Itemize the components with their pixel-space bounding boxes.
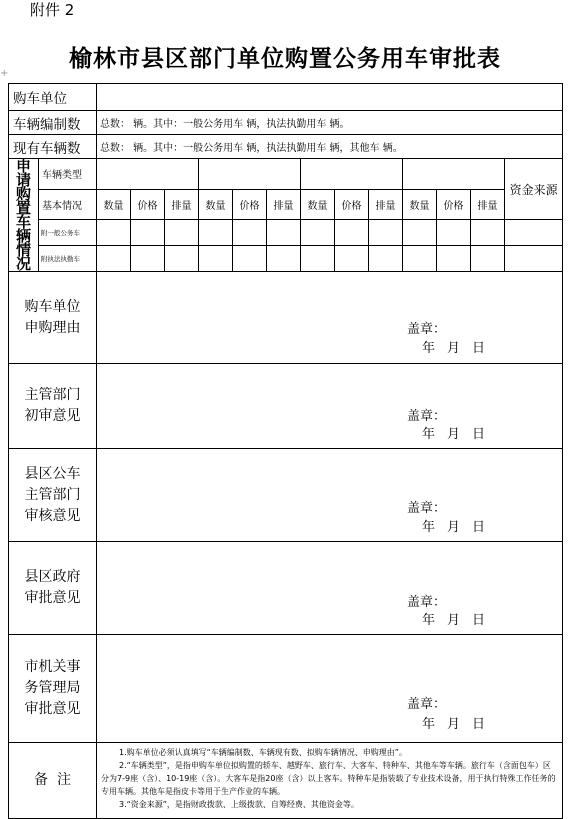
enforcement-vehicle-label: 附执法执勤车 bbox=[39, 246, 97, 272]
table-cell[interactable] bbox=[97, 246, 131, 272]
column-header: 排量 bbox=[471, 189, 505, 220]
table-cell[interactable] bbox=[233, 220, 267, 246]
column-header: 价格 bbox=[233, 189, 267, 220]
remark-item: 3.“资金来源”，是指财政拨款、上级拨款、自筹经费、其他资金等。 bbox=[119, 800, 359, 809]
table-cell[interactable] bbox=[233, 246, 267, 272]
approval-form-table bbox=[8, 83, 563, 819]
date-line: 年 月 日 bbox=[422, 341, 486, 356]
fund-source-cell[interactable] bbox=[505, 220, 563, 246]
table-cell[interactable] bbox=[97, 220, 131, 246]
seal-label: 盖章： bbox=[407, 409, 447, 424]
general-vehicle-row bbox=[9, 220, 563, 246]
enforcement-vehicle-row bbox=[9, 246, 563, 272]
table-cell[interactable] bbox=[369, 220, 403, 246]
remarks-notes bbox=[97, 743, 563, 819]
remark-item: 1.购车单位必须认真填写“车辆编制数、车辆现有数、拟购车辆情况、申购理由”。 bbox=[119, 748, 407, 757]
seal-label: 盖章： bbox=[407, 501, 447, 516]
table-cell[interactable] bbox=[131, 220, 165, 246]
table-cell[interactable] bbox=[437, 220, 471, 246]
preliminary-review-label: 主管部门 初审意见 bbox=[9, 364, 97, 449]
date-line: 年 月 日 bbox=[422, 613, 486, 628]
seal-label: 盖章： bbox=[407, 322, 447, 337]
quota-label: 车辆编制数 bbox=[9, 111, 97, 135]
form-title: 榆林市县区部门单位购置公务用车审批表 bbox=[69, 45, 501, 72]
table-cell[interactable] bbox=[267, 246, 301, 272]
vehicle-type-field-1[interactable] bbox=[97, 159, 199, 190]
table-cell[interactable] bbox=[437, 246, 471, 272]
vehicle-dept-review-label: 县区公车 主管部门 审核意见 bbox=[9, 449, 97, 542]
purchase-unit-field[interactable] bbox=[97, 84, 563, 111]
table-cell[interactable] bbox=[267, 220, 301, 246]
table-cell[interactable] bbox=[199, 246, 233, 272]
vehicle-type-field-4[interactable] bbox=[403, 159, 505, 190]
vehicle-dept-review-field[interactable] bbox=[97, 449, 563, 542]
column-header: 价格 bbox=[131, 189, 165, 220]
county-gov-approval-label: 县区政府 审批意见 bbox=[9, 542, 97, 635]
basic-info-label: 基本情况 bbox=[39, 189, 97, 220]
date-line: 年 月 日 bbox=[422, 520, 486, 535]
column-header: 数量 bbox=[199, 189, 233, 220]
fund-source-label: 资金来源 bbox=[505, 159, 563, 220]
table-cell[interactable] bbox=[301, 220, 335, 246]
attachment-label: 附件 2 bbox=[30, 1, 75, 19]
column-header: 排量 bbox=[369, 189, 403, 220]
seal-label: 盖章： bbox=[407, 595, 447, 610]
table-cell[interactable] bbox=[165, 246, 199, 272]
table-anchor-mark: + bbox=[0, 68, 9, 79]
city-bureau-approval-label: 市机关事 务管理局 审批意见 bbox=[9, 635, 97, 743]
remarks-row bbox=[9, 743, 563, 819]
vehicle-dept-review-row bbox=[9, 449, 563, 542]
remarks-label: 备 注 bbox=[9, 743, 97, 819]
table-cell[interactable] bbox=[403, 220, 437, 246]
fund-source-cell[interactable] bbox=[505, 246, 563, 272]
seal-label: 盖章： bbox=[407, 697, 447, 712]
vehicle-type-field-2[interactable] bbox=[199, 159, 301, 190]
preliminary-review-row bbox=[9, 364, 563, 449]
column-header: 数量 bbox=[301, 189, 335, 220]
purchase-reason-row bbox=[9, 272, 563, 364]
table-cell[interactable] bbox=[335, 220, 369, 246]
quota-field[interactable]: 总数： 辆。其中：一般公务用车 辆，执法执勤用车 辆。 bbox=[97, 111, 563, 135]
basic-info-row bbox=[9, 189, 563, 220]
county-gov-approval-field[interactable] bbox=[97, 542, 563, 635]
quota-row bbox=[9, 111, 563, 135]
county-gov-approval-row bbox=[9, 542, 563, 635]
column-header: 排量 bbox=[165, 189, 199, 220]
vehicle-type-field-3[interactable] bbox=[301, 159, 403, 190]
purchase-reason-label: 购车单位 申购理由 bbox=[9, 272, 97, 364]
column-header: 价格 bbox=[335, 189, 369, 220]
column-header: 排量 bbox=[267, 189, 301, 220]
remark-item: 2.“车辆类型”，是指申购车单位拟购置的轿车、越野车、旅行车、大客车、特种车、其他车等车辆。旅行车（含面包车）区分为7-9座（含）、10-19座（含）。大客车是指20座（含）以上客车。特种车是指装载了专业技术设备，用于执行特殊工作任务的专用车辆。其他车是指皮卡等用于生产作业的车辆。 bbox=[101, 761, 556, 796]
column-header: 数量 bbox=[97, 189, 131, 220]
existing-row bbox=[9, 135, 563, 159]
city-bureau-approval-row bbox=[9, 635, 563, 743]
date-line: 年 月 日 bbox=[422, 717, 486, 732]
column-header: 价格 bbox=[437, 189, 471, 220]
table-cell[interactable] bbox=[199, 220, 233, 246]
request-vertical-label: 申 请 购 置 车 辆 情 况 bbox=[9, 159, 39, 272]
column-header: 数量 bbox=[403, 189, 437, 220]
vehicle-type-row bbox=[9, 159, 563, 190]
table-cell[interactable] bbox=[131, 246, 165, 272]
city-bureau-approval-field[interactable] bbox=[97, 635, 563, 743]
purchase-unit-row bbox=[9, 84, 563, 111]
purchase-reason-field[interactable] bbox=[97, 272, 563, 364]
table-cell[interactable] bbox=[165, 220, 199, 246]
date-line: 年 月 日 bbox=[422, 427, 486, 442]
table-cell[interactable] bbox=[471, 220, 505, 246]
table-cell[interactable] bbox=[301, 246, 335, 272]
table-cell[interactable] bbox=[471, 246, 505, 272]
table-cell[interactable] bbox=[403, 246, 437, 272]
existing-field[interactable]: 总数： 辆。其中：一般公务用车 辆，执法执勤用车 辆，其他车 辆。 bbox=[97, 135, 563, 159]
purchase-unit-label: 购车单位 bbox=[9, 84, 97, 111]
existing-label: 现有车辆数 bbox=[9, 135, 97, 159]
table-cell[interactable] bbox=[369, 246, 403, 272]
vehicle-type-label: 车辆类型 bbox=[39, 159, 97, 190]
preliminary-review-field[interactable] bbox=[97, 364, 563, 449]
table-cell[interactable] bbox=[335, 246, 369, 272]
general-vehicle-label: 附一般公务车 bbox=[39, 220, 97, 246]
